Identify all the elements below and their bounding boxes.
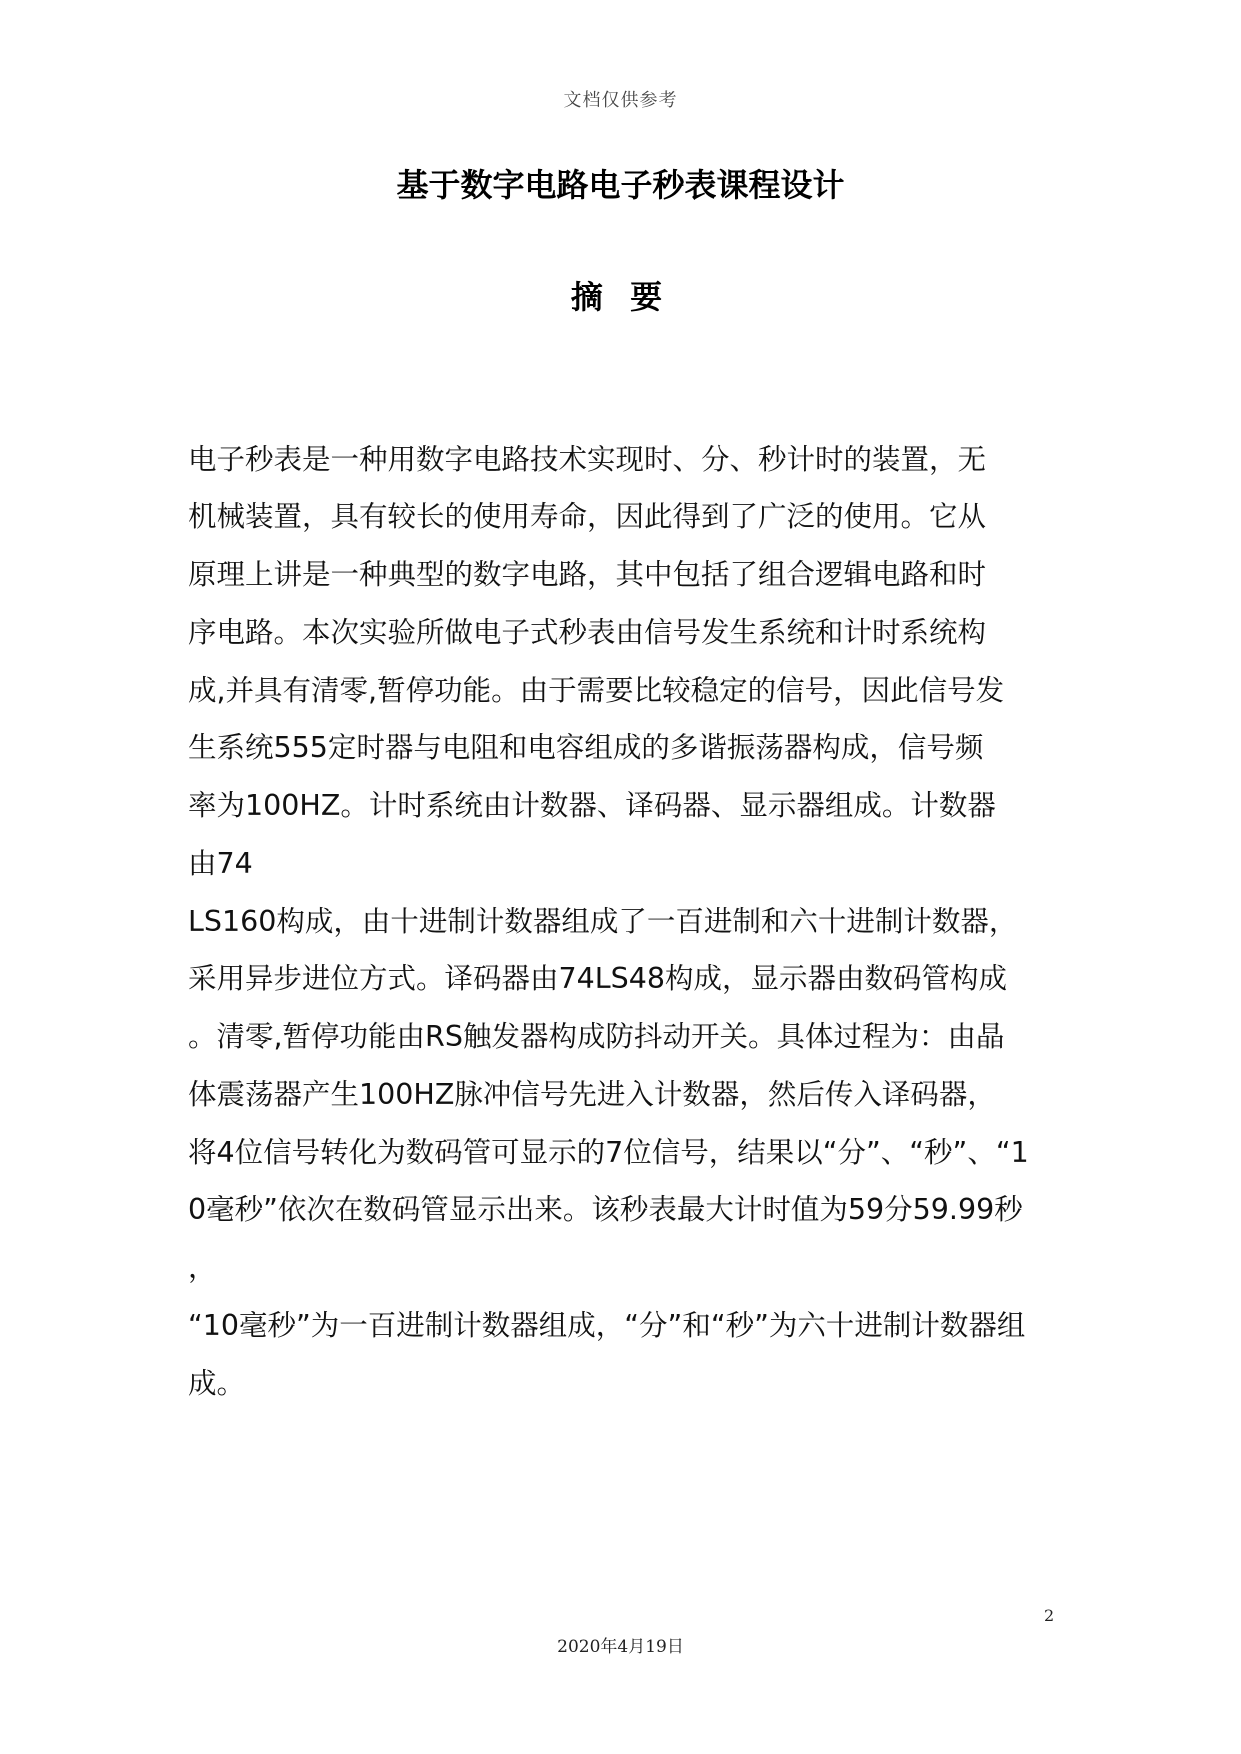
abstract-line: 机械装置，具有较长的使用寿命，因此得到了广泛的使用。它从: [188, 500, 987, 533]
abstract-line: 。清零,暂停功能由RS触发器构成防抖动开关。具体过程为：由晶: [188, 1020, 1005, 1053]
footer-date: 2020年4月19日: [557, 1637, 684, 1657]
abstract-line: 由74: [188, 847, 253, 880]
abstract-heading: 摘 要: [570, 278, 671, 316]
document-title: 基于数字电路电子秒表课程设计: [396, 166, 845, 204]
abstract-line: 成,并具有清零,暂停功能。由于需要比较稳定的信号，因此信号发: [188, 674, 1005, 707]
abstract-line: 采用异步进位方式。译码器由74LS48构成，显示器由数码管构成: [188, 962, 1008, 995]
abstract-line: “10毫秒”为一百进制计数器组成，“分”和“秒”为六十进制计数器组: [188, 1309, 1026, 1342]
abstract-line: 率为100HZ。计时系统由计数器、译码器、显示器组成。计数器: [188, 789, 996, 822]
abstract-line: 0毫秒”依次在数码管显示出来。该秒表最大计时值为59分59.99秒: [188, 1193, 1023, 1226]
abstract-line: 成。: [188, 1367, 246, 1400]
page-number: 2: [1044, 1606, 1055, 1625]
abstract-line: 生系统555定时器与电阻和电容组成的多谐振荡器构成，信号频: [188, 731, 984, 764]
header-note: 文档仅供参考: [563, 90, 678, 111]
abstract-line: LS160构成，由十进制计数器组成了一百进制和六十进制计数器，: [188, 905, 1018, 938]
abstract-line: 原理上讲是一种典型的数字电路，其中包括了组合逻辑电路和时: [188, 558, 987, 591]
abstract-line: 电子秒表是一种用数字电路技术实现时、分、秒计时的装置，无: [188, 443, 987, 476]
abstract-line: 体震荡器产生100HZ脉冲信号先进入计数器，然后传入译码器，: [188, 1078, 996, 1111]
abstract-line: 将4位信号转化为数码管可显示的7位信号，结果以“分”、“秒”、“1: [188, 1136, 1029, 1169]
abstract-line: ，: [188, 1251, 217, 1284]
abstract-line: 序电路。本次实验所做电子式秒表由信号发生系统和计时系统构: [188, 616, 987, 649]
